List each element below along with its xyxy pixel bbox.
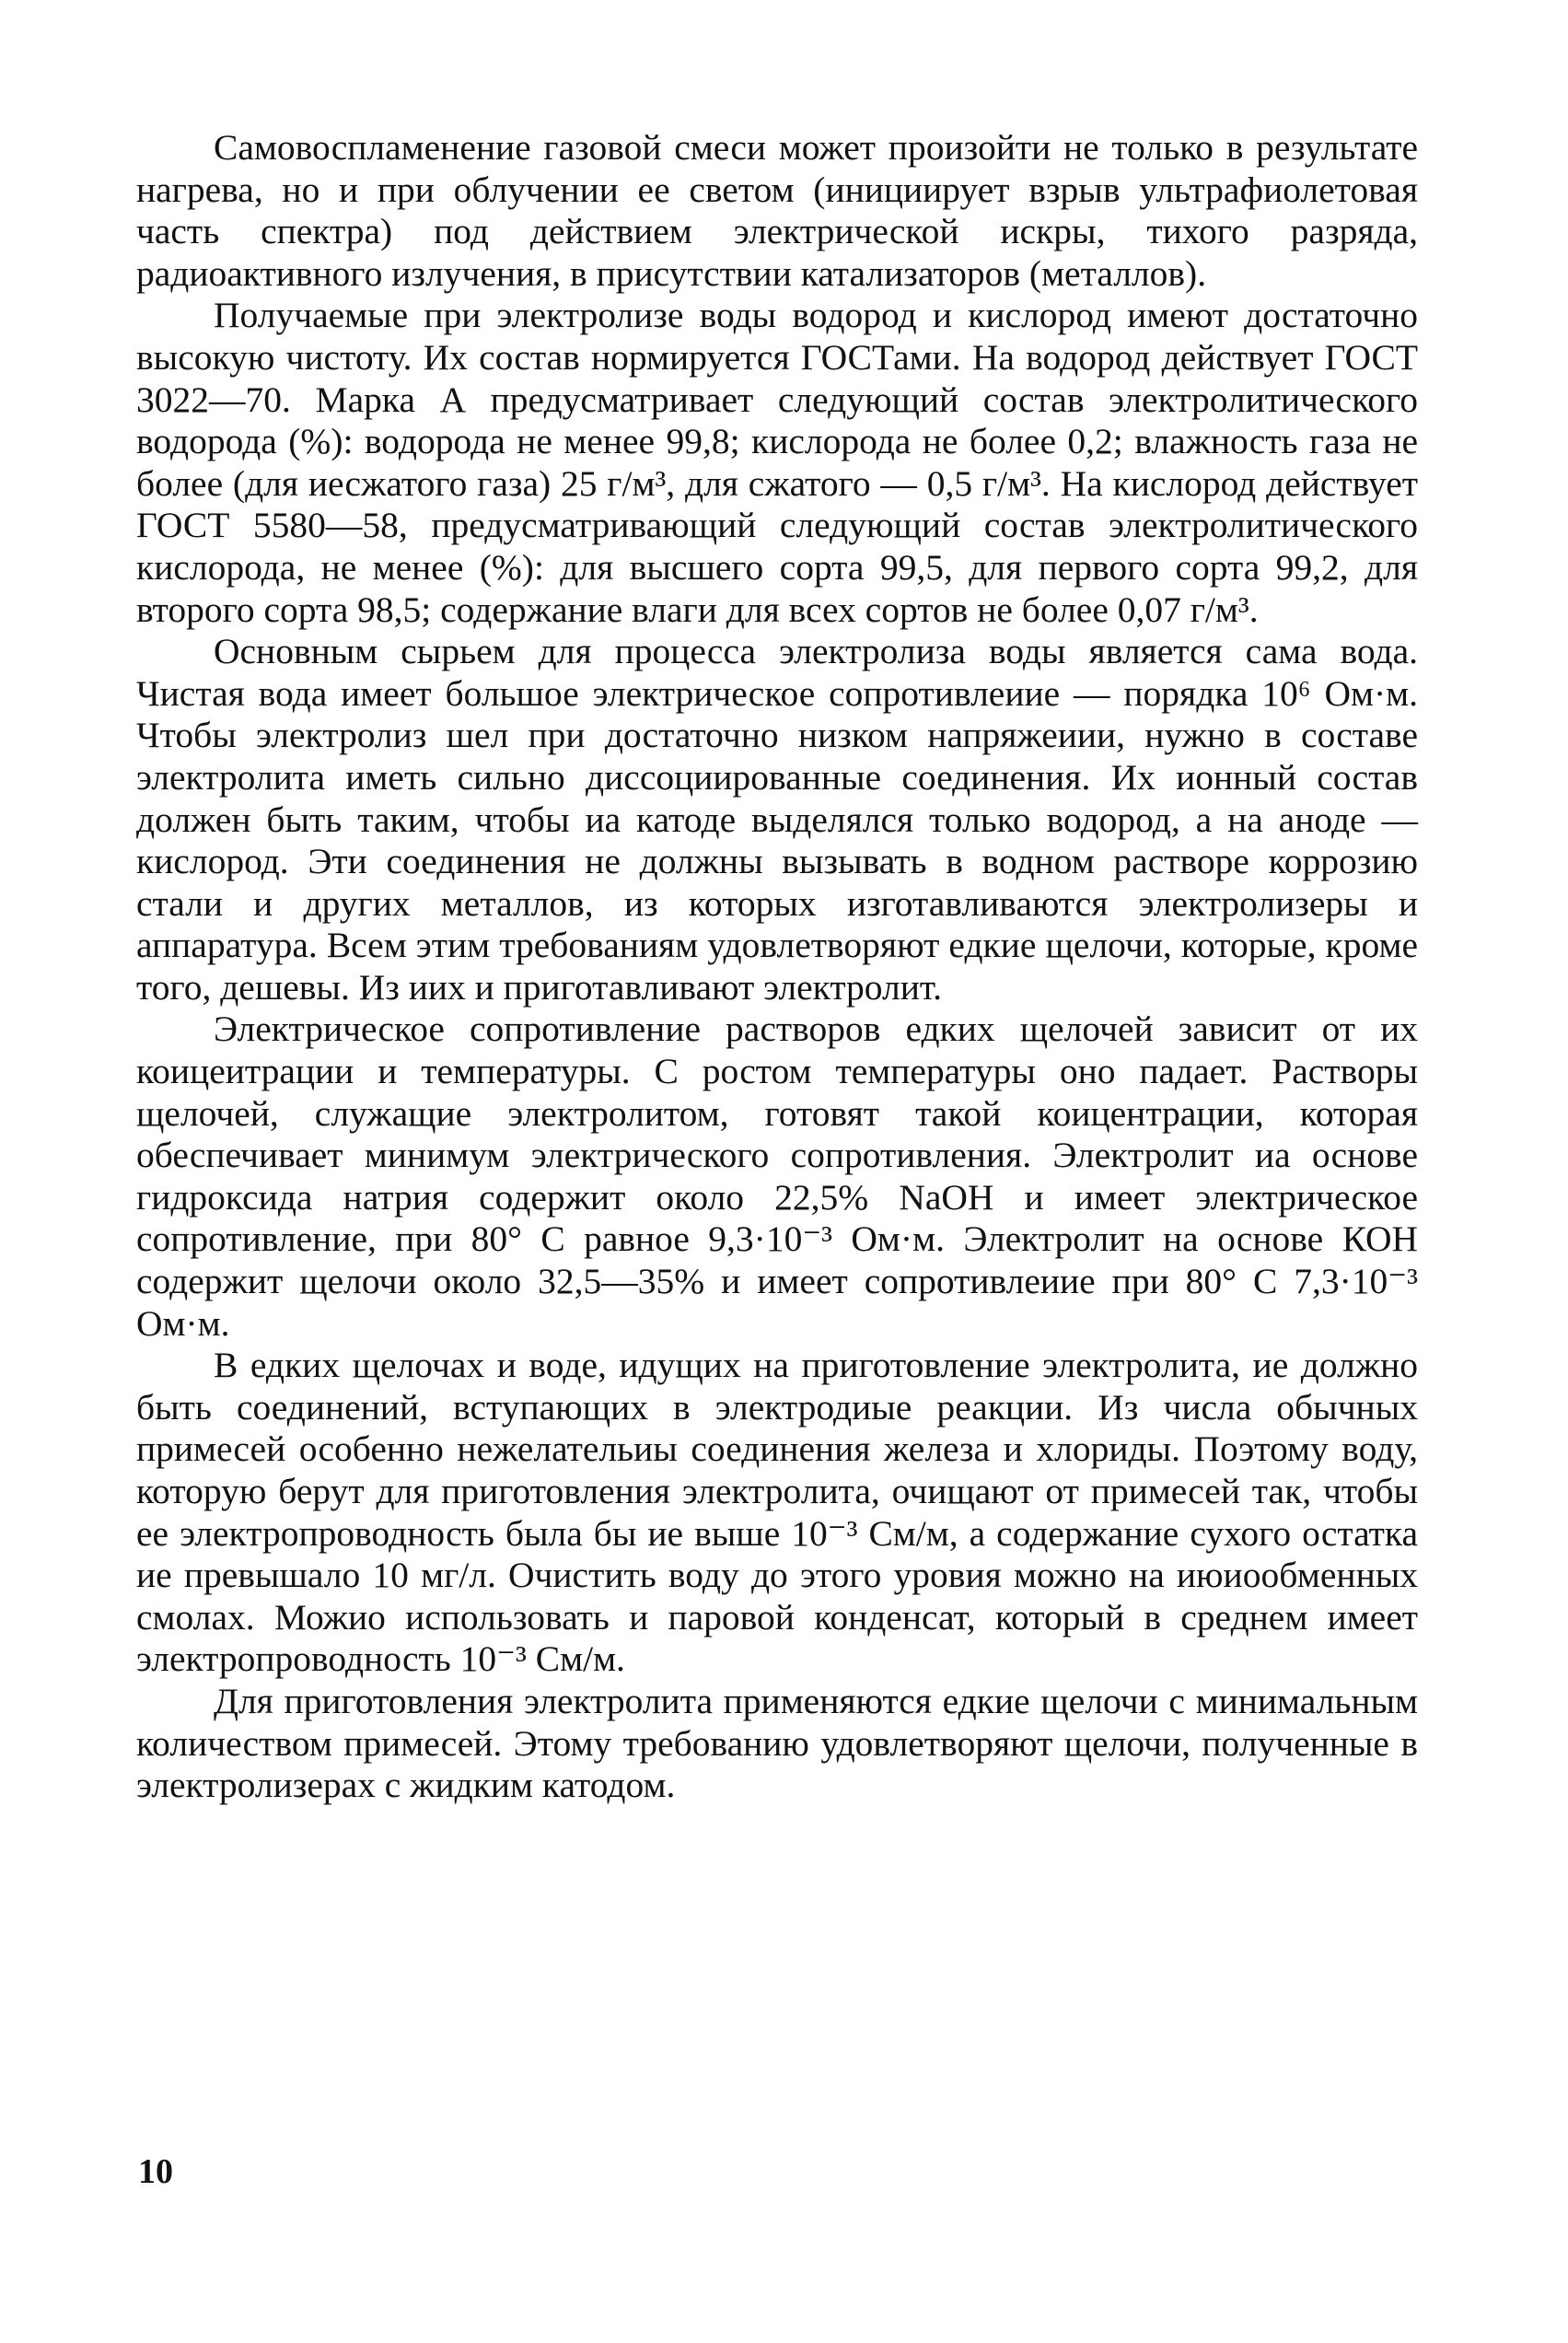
paragraph-gas-purity: Получаемые при электролизе воды водород и кислород имеют достаточно высокую чистоту. Их состав нормируется ГОСТами. На водород действует ГОСТ 3022—70. Марка А предусматривает следующий состав электролитического водорода (%): водорода не менее 99,8; кислорода не более 0,2; влажность газа не более (для иесжатого газа) 25 г/м³, для сжатого — 0,5 г/м³. На кислород действует ГОСТ 5580—58, предусматривающий следующий состав электролитического кислорода, не менее (%): для высшего сорта 99,5, для первого сорта 99,2, для второго сорта 98,5; содержание влаги для всех сортов не более 0,07 г/м³. <box>136 295 1418 630</box>
page-body <box>136 127 1418 1807</box>
paragraph-raw-material: Основным сырьем для процесса электролиза воды является сама вода. Чистая вода имеет большое электрическое сопротивлеиие — порядка 10⁶ Ом·м. Чтобы электролиз шел при достаточно низком напряжеиии, нужно в составе электролита иметь сильно диссоциированные соединения. Их ионный состав должен быть таким, чтобы иа катоде выделялся только водород, а на аноде — кислород. Эти соединения не должны вызывать в водном растворе коррозию стали и других металлов, из которых изготавливаются электролизеры и аппаратура. Всем этим требованиям удовлетворяют едкие щелочи, которые, кроме того, дешевы. Из иих и приготавливают электролит. <box>136 631 1418 1008</box>
paragraph-autoignition: Самовоспламенение газовой смеси может произойти не только в результате нагрева, но и при облучении ее светом (инициирует взрыв ультрафиолетовая часть спектра) под действием электрической искры, тихого разряда, радиоактивного излучения, в присутствии катализаторов (металлов). <box>136 127 1418 294</box>
paragraph-impurities: В едких щелочах и воде, идущих на приготовление электролита, ие должно быть соединений, вступающих в электродиые реакции. Из числа обычных примесей особенно нежелательиы соединения железа и хлориды. Поэтому воду, которую берут для приготовления электролита, очищают от примесей так, чтобы ее электропроводность была бы ие выше 10⁻³ См/м, а содержание сухого остатка ие превышало 10 мг/л. Очистить воду до этого уровия можно на июиообменных смолах. Можио использовать и паровой конденсат, который в среднем имеет электропроводность 10⁻³ См/м. <box>136 1345 1418 1680</box>
paragraph-alkali: Для приготовления электролита применяются едкие щелочи с минимальным количеством примесей. Этому требованию удовлетворяют щелочи, полученные в электролизерах с жидким катодом. <box>136 1680 1418 1806</box>
paragraph-resistance: Электрическое сопротивление растворов едких щелочей зависит от их коицеитрации и температуры. С ростом температуры оно падает. Растворы щелочей, служащие электролитом, готовят такой коицентрации, которая обеспечивает минимум электрического сопротивления. Электролит иа основе гидроксида натрия содержит около 22,5% NaOH и имеет электрическое сопротивление, при 80° С равное 9,3·10⁻³ Ом·м. Электролит на основе КОН содержит щелочи около 32,5—35% и имеет сопротивлеиие при 80° С 7,3·10⁻³ Ом·м. <box>136 1008 1418 1344</box>
page-number: 10 <box>138 2152 173 2191</box>
